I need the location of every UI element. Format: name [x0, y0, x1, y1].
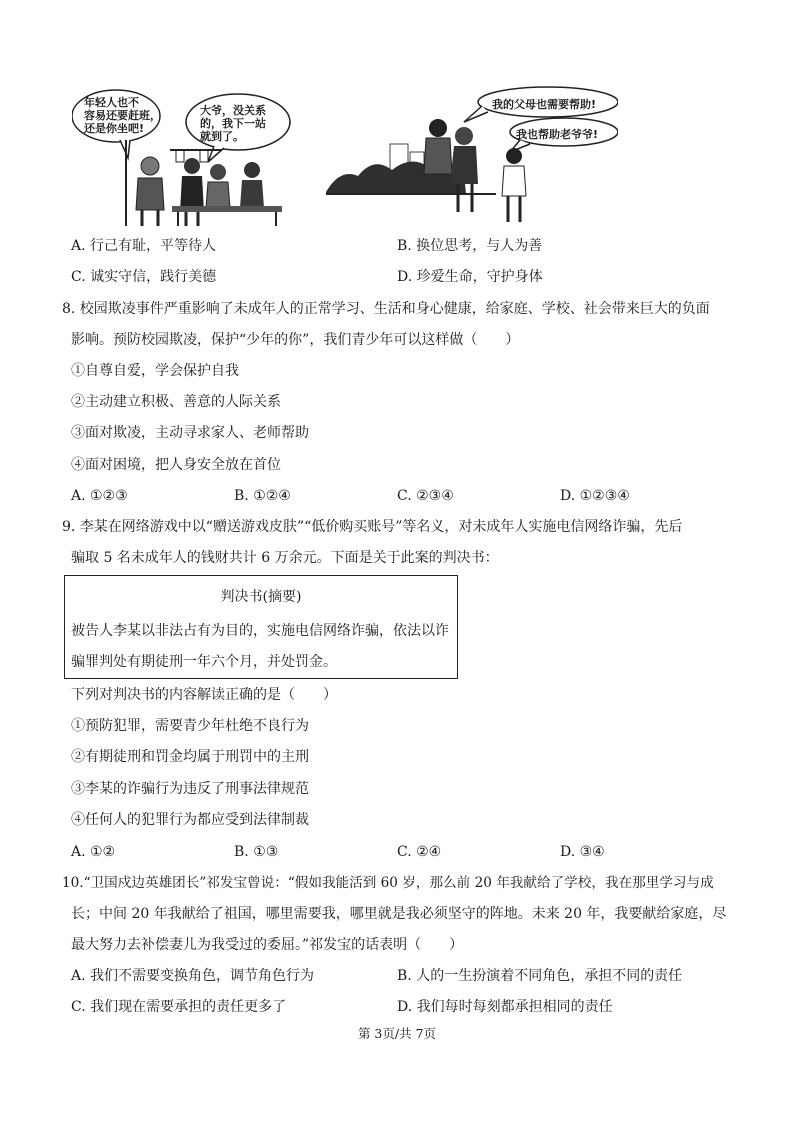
q10-option-b: B. 人的一生扮演着不同角色，承担不同的责任 — [397, 968, 683, 984]
bubble-line: 还是你坐吧! — [84, 122, 145, 135]
q10-option-c: C. 我们现在需要承担的责任更多了 — [71, 999, 287, 1015]
comic-right-bubble-2: 我也帮助老爷爷! — [516, 128, 599, 141]
judgment-line-2: 骗罪判处有期徒刑一年六个月，并处罚金。 — [71, 654, 337, 670]
q8-option-d: D. ①②③④ — [560, 488, 630, 504]
q9-option-b: B. ①③ — [234, 844, 279, 860]
q7-option-c: C. 诚实守信，践行美德 — [71, 269, 217, 285]
q10-stem-line-1: 10.“卫国戍边英雄团长”祁发宝曾说：“假如我能活到 60 岁，那么前 20 年我献给了学校，我在那里学习与成 — [62, 875, 714, 891]
q10-stem-line-3: 最大努力去补偿妻儿为我受过的委屈。”祁发宝的话表明（ ） — [71, 937, 464, 953]
bubble-line: 的，我下一站 — [200, 117, 266, 130]
q9-stem-line-2: 骗取 5 名未成年人的钱财共计 6 万余元。下面是关于此案的判决书： — [71, 550, 499, 566]
q7-option-a: A. 行己有耻，平等待人 — [71, 238, 217, 254]
q8-item-4: ④面对困境，把人身安全放在首位 — [71, 457, 281, 473]
q8-item-2: ②主动建立积极、善意的人际关系 — [71, 394, 281, 410]
q10-option-d: D. 我们每时每刻都承担相同的责任 — [397, 999, 613, 1015]
q8-option-c: C. ②③④ — [397, 488, 454, 504]
page-footer: 第 3页/共 7页 — [357, 1026, 437, 1041]
bubble-line: 容易还要赶班， — [84, 109, 161, 122]
comic-left-bubble-2 — [200, 104, 266, 143]
q9-item-4: ④任何人的犯罪行为都应受到法律制裁 — [71, 812, 309, 828]
q9-option-c: C. ②④ — [397, 844, 442, 860]
q9-item-3: ③李某的诈骗行为违反了刑事法律规范 — [71, 781, 309, 797]
q8-item-3: ③面对欺凌，主动寻求家人、老师帮助 — [71, 425, 309, 441]
q7-option-b: B. 换位思考，与人为善 — [397, 238, 543, 254]
bubble-line: 大爷，没关系 — [200, 104, 266, 117]
q9-item-1: ①预防犯罪，需要青少年杜绝不良行为 — [71, 718, 309, 734]
judgment-box — [64, 575, 458, 679]
q8-option-b: B. ①②④ — [234, 488, 291, 504]
judgment-line-1: 被告人李某以非法占有为目的，实施电信网络诈骗，依法以诈 — [71, 623, 449, 639]
q9-option-a: A. ①② — [71, 844, 116, 860]
q10-stem-line-2: 长；中间 20 年我献给了祖国，哪里需要我，哪里就是我必须坚守的阵地。未来 20 年，我要献给家庭，尽 — [71, 906, 727, 922]
q7-option-d: D. 珍爱生命，守护身体 — [397, 269, 543, 285]
q8-option-a: A. ①②③ — [71, 488, 128, 504]
q10-option-a: A. 我们不需要变换角色，调节角色行为 — [71, 968, 315, 984]
comic-left-bubble-1 — [84, 96, 161, 135]
q9-question: 下列对判决书的内容解读正确的是（ ） — [71, 687, 337, 703]
q8-item-1: ①自尊自爱，学会保护自我 — [71, 363, 239, 379]
bubble-line: 年轻人也不 — [84, 96, 139, 109]
q9-option-d: D. ③④ — [560, 844, 605, 860]
q8-stem-line-2: 影响。预防校园欺凌，保护“少年的你”，我们青少年可以这样做（ ） — [71, 332, 520, 348]
q9-stem-line-1: 9. 李某在网络游戏中以“赠送游戏皮肤”“低价购买账号”等名义，对未成年人实施电信网络诈骗，先后 — [62, 519, 683, 535]
judgment-title: 判决书(摘要) — [220, 589, 302, 605]
comic-right-bubble-1: 我的父母也需要帮助! — [492, 98, 597, 111]
q8-stem-line-1: 8. 校园欺凌事件严重影响了未成年人的正常学习、生活和身心健康，给家庭、学校、社会带来巨大的负面 — [62, 301, 710, 317]
q9-item-2: ②有期徒刑和罚金均属于刑罚中的主刑 — [71, 749, 309, 765]
bubble-line: 就到了。 — [200, 130, 244, 143]
